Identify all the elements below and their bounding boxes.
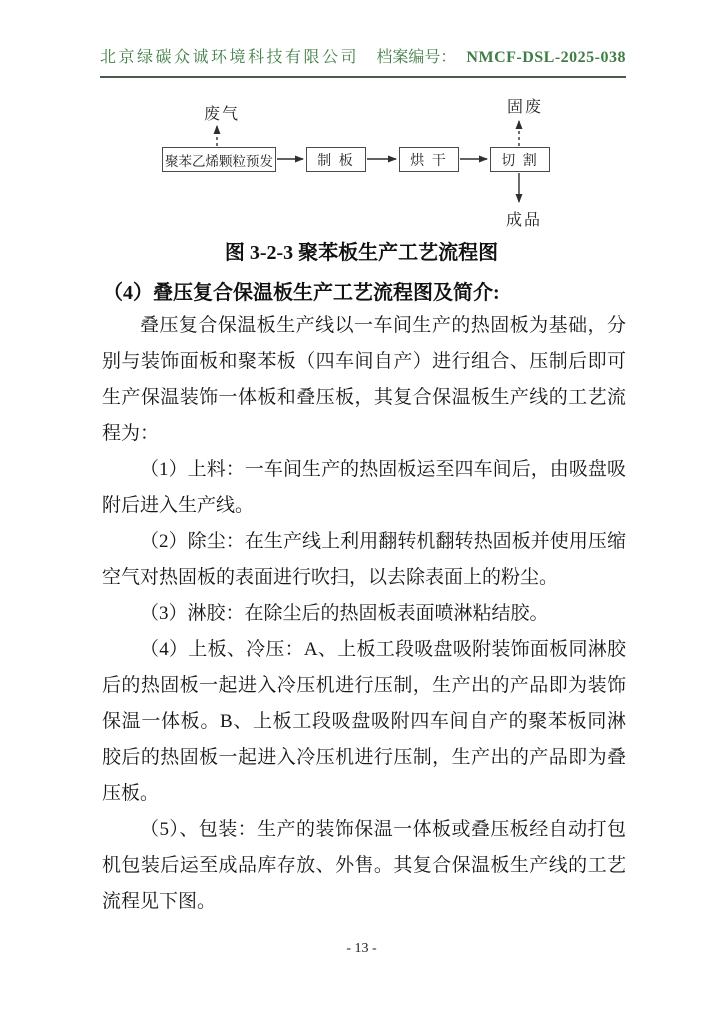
page-header	[100, 44, 626, 78]
company-name: 北京绿碳众诚环境科技有限公司	[100, 49, 360, 66]
flow-step-drying: 烘 干	[399, 147, 459, 172]
product-label: 成品	[506, 212, 543, 229]
paragraph-step-4-pressing: （4）上板、冷压：A、上板工段吸盘吸附装饰面板同淋胶后的热固板一起进入冷压机进行压制，生产出的产品即为装饰保温一体板。B、上板工段吸盘吸附四车间自产的聚苯板同淋胶后的热固板一起进入冷压机进行压制，生产出的产品即为叠压板。	[102, 639, 626, 804]
figure-caption: 图 3-2-3 聚苯板生产工艺流程图	[224, 242, 499, 264]
archive-number-group	[376, 44, 626, 67]
body-text	[102, 308, 626, 920]
archive-label: 档案编号：	[376, 49, 457, 66]
flow-step-board-making: 制 板	[306, 147, 366, 172]
waste-gas-label: 废气	[204, 106, 241, 123]
flow-step-cutting: 切 割	[490, 147, 550, 172]
flow-step-granule-pre-expansion: 聚苯乙烯颗粒预发	[162, 147, 276, 172]
paragraph-step-3-gluing: （3）淋胶：在除尘后的热固板表面喷淋粘结胶。	[140, 603, 549, 624]
page-number: - 13 -	[346, 941, 377, 956]
paragraph-intro: 叠压复合保温板生产线以一车间生产的热固板为基础，分别与装饰面板和聚苯板（四车间自产）进行组合、压制后即可生产保温装饰一体板和叠压板，其复合保温板生产线的工艺流程为：	[102, 315, 626, 444]
process-flowchart	[0, 90, 723, 235]
solid-waste-label: 固废	[507, 99, 544, 116]
section-heading: （4）叠压复合保温板生产工艺流程图及简介:	[103, 282, 500, 304]
paragraph-step-1-loading: （1）上料：一车间生产的热固板运至四车间后，由吸盘吸附后进入生产线。	[102, 459, 626, 516]
paragraph-step-2-dedusting: （2）除尘：在生产线上利用翻转机翻转热固板并使用压缩空气对热固板的表面进行吹扫，以去除表面上的粉尘。	[102, 531, 626, 588]
paragraph-step-5-packing: （5）、包装：生产的装饰保温一体板或叠压板经自动打包机包装后运至成品库存放、外售。其复合保温板生产线的工艺流程见下图。	[102, 819, 626, 912]
archive-value: NMCF-DSL-2025-038	[466, 49, 626, 66]
